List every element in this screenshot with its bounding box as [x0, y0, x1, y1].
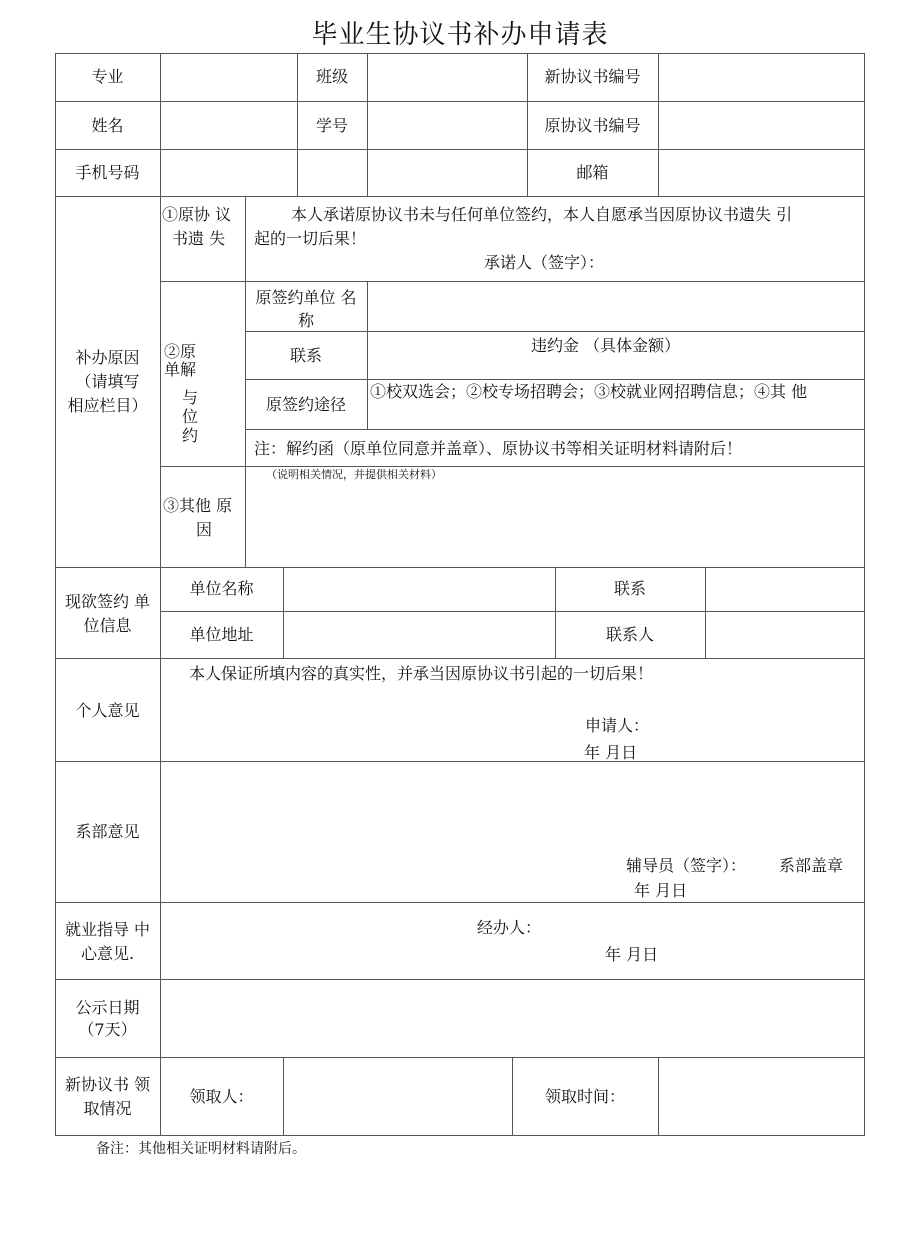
name-label: 姓名 — [91, 116, 124, 135]
new-agreement-no-field[interactable] — [660, 55, 863, 99]
row-divider — [55, 1057, 865, 1058]
unit-name-field[interactable] — [285, 569, 553, 609]
name-field[interactable] — [162, 103, 295, 147]
phone-field[interactable] — [162, 151, 365, 194]
major-field[interactable] — [162, 55, 295, 99]
unit-name-label: 单位名称 — [189, 579, 254, 598]
penalty-label: 违约金 （具体金额） — [531, 336, 681, 355]
center-date: 年 月日 — [605, 945, 659, 964]
reason-label: （请填写 — [75, 372, 140, 391]
receiver-label: 领取人： — [189, 1087, 254, 1106]
receiver-field[interactable] — [285, 1059, 510, 1134]
department-date: 年 月日 — [634, 881, 688, 900]
class-field[interactable] — [369, 55, 525, 99]
major-label: 专业 — [91, 67, 124, 86]
publicity-date-field[interactable] — [162, 981, 863, 1055]
other-reason-hint: （说明相关情况，并提供相关材料） — [266, 468, 442, 481]
lost-label: ①原协 议 — [162, 205, 232, 224]
receipt-time-label: 领取时间： — [544, 1087, 625, 1106]
student-id-field[interactable] — [369, 103, 525, 147]
applicant-label: 申请人： — [585, 716, 650, 735]
department-opinion-label: 系部意见 — [75, 822, 140, 841]
row-divider — [160, 466, 865, 467]
publicity-date-label: 公示日期 — [75, 998, 140, 1017]
row-divider — [55, 101, 865, 102]
cancel-label: 单解 — [164, 360, 197, 379]
unit-address-field[interactable] — [285, 613, 553, 656]
receipt-label: 取情况 — [83, 1099, 132, 1118]
form-title: 毕业生协议书补办申请表 — [311, 20, 609, 50]
unit-contact-label: 联系 — [613, 579, 646, 598]
counselor-sign-label: 辅导员（签字）： — [626, 856, 747, 875]
signing-route-options: ①校双选会；②校专场招聘会；③校就业网招聘信息；④其 他 — [370, 382, 808, 401]
col-divider — [283, 567, 284, 658]
signing-route-label: 原签约途径 — [265, 395, 346, 414]
row-divider — [55, 567, 865, 568]
unit-contact-field[interactable] — [707, 569, 863, 609]
receipt-time-field[interactable] — [660, 1059, 863, 1134]
other-reason-label: 因 — [196, 520, 213, 539]
lost-label: 书遗 失 — [172, 229, 226, 248]
col-divider — [658, 1057, 659, 1136]
col-divider — [367, 53, 368, 197]
personal-date: 年 月日 — [584, 743, 638, 762]
col-divider — [658, 53, 659, 197]
contact-person-field[interactable] — [707, 613, 863, 656]
personal-opinion-label: 个人意见 — [75, 701, 140, 720]
lost-promise-text: 本人承诺原协议书未与任何单位签约，本人自愿承当因原协议书遗失 引 — [291, 205, 793, 224]
row-divider — [55, 902, 865, 903]
handler-label: 经办人： — [477, 918, 542, 937]
original-unit-label: 原签约单位 名 — [255, 288, 357, 307]
row-divider — [160, 281, 865, 282]
lost-promise-text: 起的一切后果！ — [254, 229, 367, 248]
row-divider — [55, 761, 865, 762]
cancel-label: ②原 — [164, 342, 197, 361]
old-agreement-no-label: 原协议书编号 — [544, 116, 641, 135]
row-divider — [55, 658, 865, 659]
new-unit-label: 位信息 — [83, 616, 132, 635]
receipt-label: 新协议书 领 — [64, 1075, 151, 1094]
col-divider — [367, 281, 368, 429]
row-divider — [160, 611, 865, 612]
original-unit-label: 称 — [297, 311, 314, 330]
row-divider — [55, 149, 865, 150]
cancel-label: 约 — [182, 426, 199, 445]
publicity-date-label: （7天） — [78, 1020, 137, 1039]
center-opinion-label: 就业指导 中 — [64, 920, 151, 939]
cancel-label: 与 — [182, 388, 199, 407]
other-reason-field[interactable] — [247, 484, 863, 565]
contact-person-label: 联系人 — [605, 625, 654, 644]
lost-signer-label: 承诺人（签字）： — [484, 253, 605, 272]
row-divider — [55, 196, 865, 197]
center-opinion-label: 心意见. — [80, 944, 135, 963]
cancel-note: 注：解约函（原单位同意并盖章）、原协议书等相关证明材料请附后！ — [254, 439, 743, 458]
col-divider — [245, 196, 246, 567]
email-field[interactable] — [660, 151, 863, 194]
footnote: 备注：其他相关证明材料请附后。 — [96, 1141, 306, 1157]
reason-label: 补办原因 — [75, 348, 140, 367]
email-label: 邮箱 — [576, 163, 609, 182]
row-divider — [55, 979, 865, 980]
col-divider — [705, 567, 706, 658]
student-id-label: 学号 — [315, 116, 348, 135]
unit-address-label: 单位地址 — [189, 625, 254, 644]
new-unit-label: 现欲签约 单 — [64, 592, 151, 611]
new-agreement-no-label: 新协议书编号 — [544, 67, 641, 86]
cancel-label: 位 — [182, 407, 199, 426]
col-divider — [283, 1057, 284, 1136]
reason-label: 相应栏目） — [67, 396, 148, 415]
other-reason-label: ③其他 原 — [163, 496, 233, 515]
department-seal-label: 系部盖章 — [779, 856, 844, 875]
original-contact-label: 联系 — [289, 346, 322, 365]
old-agreement-no-field[interactable] — [660, 103, 863, 147]
original-unit-field[interactable] — [369, 283, 863, 329]
phone-label: 手机号码 — [75, 163, 140, 182]
department-opinion-field[interactable] — [162, 763, 863, 848]
row-divider — [245, 429, 865, 430]
personal-statement: 本人保证所填内容的真实性，并承当因原协议书引起的一切后果！ — [189, 664, 654, 683]
class-label: 班级 — [315, 67, 348, 86]
